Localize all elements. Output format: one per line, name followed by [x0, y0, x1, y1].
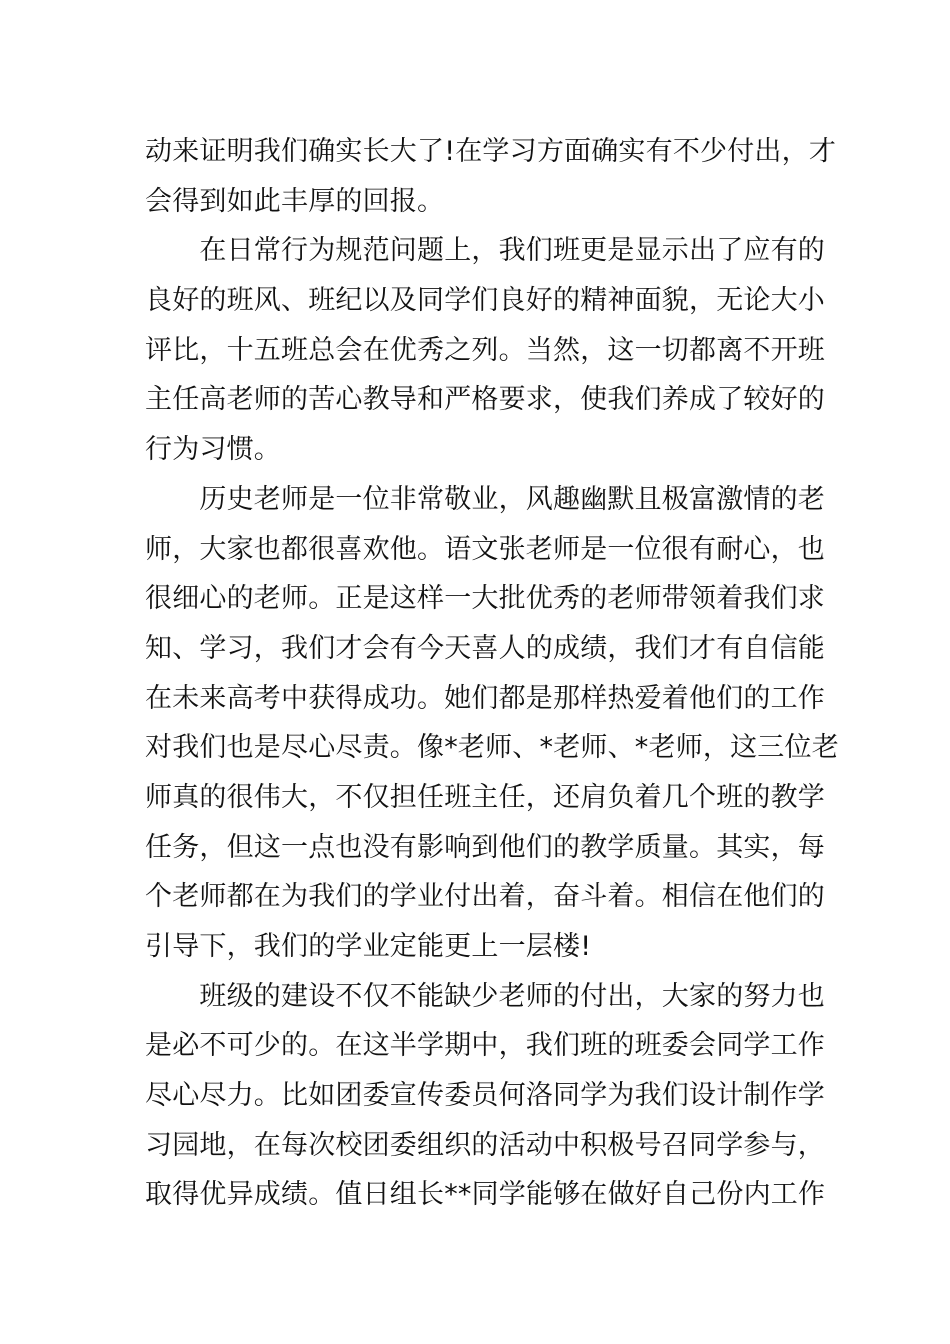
text-line: 师，大家也都很喜欢他。语文张老师是一位很有耐心，也: [145, 533, 825, 565]
text-line: 对我们也是尽心尽责。像*老师、*老师、*老师，这三位老: [145, 732, 839, 764]
text-line: 动来证明我们确实长大了!在学习方面确实有不少付出，才: [145, 136, 837, 167]
text-line: 习园地，在每次校团委组织的活动中积极号召同学参与，: [145, 1129, 825, 1161]
text-line: 知、学习，我们才会有今天喜人的成绩，我们才有自信能: [145, 632, 825, 664]
text-line: 任务，但这一点也没有影响到他们的教学质量。其实，每: [145, 831, 825, 863]
text-line: 引导下，我们的学业定能更上一层楼!: [145, 931, 592, 962]
text-line: 尽心尽力。比如团委宣传委员何洛同学为我们设计制作学: [145, 1080, 825, 1112]
text-line: 很细心的老师。正是这样一大批优秀的老师带领着我们求: [145, 583, 825, 615]
text-line: 评比，十五班总会在优秀之列。当然，这一切都离不开班: [145, 334, 825, 366]
text-line: 个老师都在为我们的学业付出着，奋斗着。相信在他们的: [145, 881, 825, 913]
text-line: 取得优异成绩。值日组长**同学能够在做好自己份内工作: [145, 1179, 826, 1211]
body-text: [145, 127, 839, 1220]
text-line: 班级的建设不仅不能缺少老师的付出，大家的努力也: [145, 980, 825, 1012]
text-line: 师真的很伟大，不仅担任班主任，还肩负着几个班的教学: [145, 781, 825, 813]
text-line: 会得到如此丰厚的回报。: [145, 185, 445, 217]
text-line: 在未来高考中获得成功。她们都是那样热爱着他们的工作: [145, 682, 825, 714]
text-line: 历史老师是一位非常敬业，风趣幽默且极富激情的老: [145, 483, 825, 515]
text-line: 是必不可少的。在这半学期中，我们班的班委会同学工作: [145, 1030, 825, 1062]
text-line: 良好的班风、班纪以及同学们良好的精神面貌，无论大小: [145, 285, 825, 317]
text-line: 行为习惯。: [145, 434, 281, 466]
text-line: 主任高老师的苦心教导和严格要求，使我们养成了较好的: [145, 384, 825, 416]
text-line: 在日常行为规范问题上，我们班更是显示出了应有的: [145, 235, 825, 267]
